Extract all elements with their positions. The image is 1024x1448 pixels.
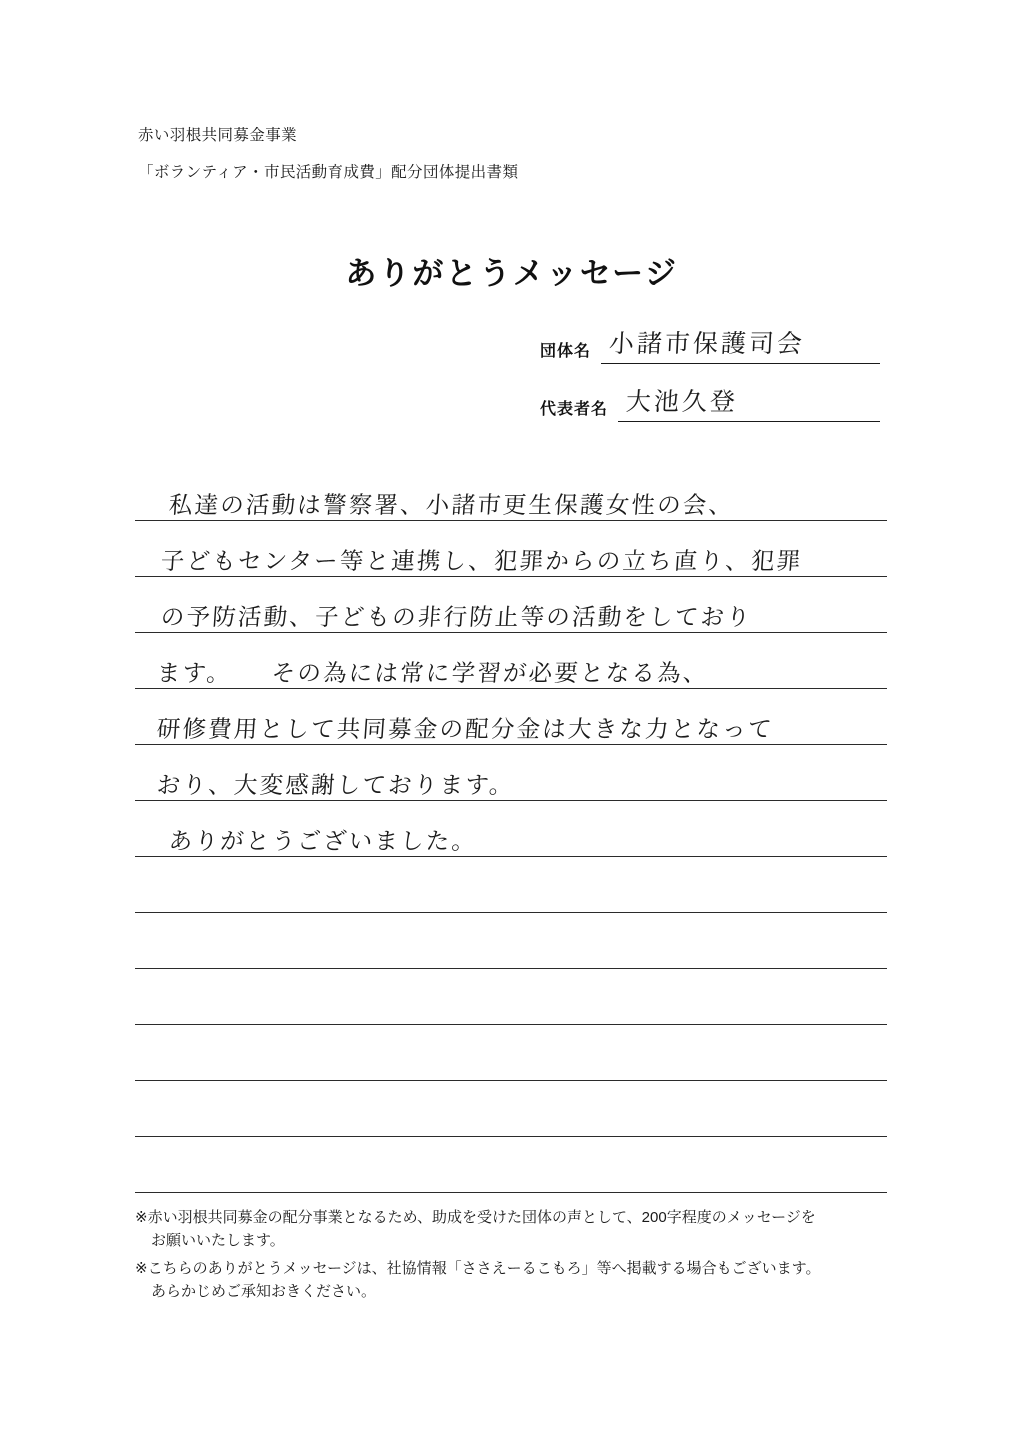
- organization-name-field: [540, 330, 880, 364]
- footnote-2-main: ※こちらのありがとうメッセージは、社協情報「ささえーるこもろ」等へ掲載する場合もございます。: [135, 1259, 821, 1277]
- organization-name-label: 団体名: [540, 343, 592, 360]
- footnote-2: [135, 1257, 925, 1304]
- rule-line: [135, 968, 887, 969]
- message-line: ます。 その為には常に学習が必要となる為、: [155, 659, 710, 687]
- footnote-1-main: ※赤い羽根共同募金の配分事業となるため、助成を受けた団体の声として、200字程度のメッセージを: [135, 1209, 816, 1226]
- representative-name-label: 代表者名: [540, 401, 609, 418]
- rule-line: [135, 520, 887, 521]
- rule-line: [135, 688, 887, 689]
- document-header: [138, 125, 838, 200]
- organization-name-value: 小諸市保護司会: [608, 329, 806, 358]
- footnotes: [135, 1206, 925, 1307]
- rule-line: [135, 632, 887, 633]
- message-line: 私達の活動は警察署、小諸市更生保護女性の会、: [167, 491, 736, 519]
- message-line: ありがとうございました。: [167, 827, 479, 855]
- page-title: ありがとうメッセージ: [345, 256, 679, 291]
- message-line: おり、大変感謝しております。: [155, 771, 516, 799]
- representative-name-field: [540, 388, 880, 422]
- representative-name-value-wrap: [618, 387, 880, 422]
- rule-line: [135, 1024, 887, 1025]
- rule-line: [135, 912, 887, 913]
- organization-name-value-wrap: [601, 329, 880, 364]
- rule-line: [135, 744, 887, 745]
- representative-name-value: 大池久登: [625, 387, 739, 416]
- rule-line: [135, 1080, 887, 1081]
- footnote-2-sub: あらかじめご承知おきください。: [151, 1282, 377, 1300]
- message-line: の予防活動、子どもの非行防止等の活動をしており: [159, 603, 753, 631]
- page-title-wrap: [0, 248, 1024, 292]
- header-line-1: 赤い羽根共同募金事業: [138, 127, 298, 144]
- message-area: [135, 466, 887, 1192]
- message-line: 子どもセンター等と連携し、犯罪からの立ち直り、犯罪: [159, 547, 804, 575]
- rule-line: [135, 1192, 887, 1193]
- rule-line: [135, 856, 887, 857]
- rule-line: [135, 1136, 887, 1137]
- footnote-1-sub: お願いいたします。: [151, 1232, 285, 1250]
- rule-line: [135, 800, 887, 801]
- footnote-1: [135, 1206, 925, 1253]
- rule-line: [135, 576, 887, 577]
- message-line: 研修費用として共同募金の配分金は大きな力となって: [155, 715, 775, 743]
- header-line-2: 「ボランティア・市民活動育成費」配分団体提出書類: [138, 164, 519, 182]
